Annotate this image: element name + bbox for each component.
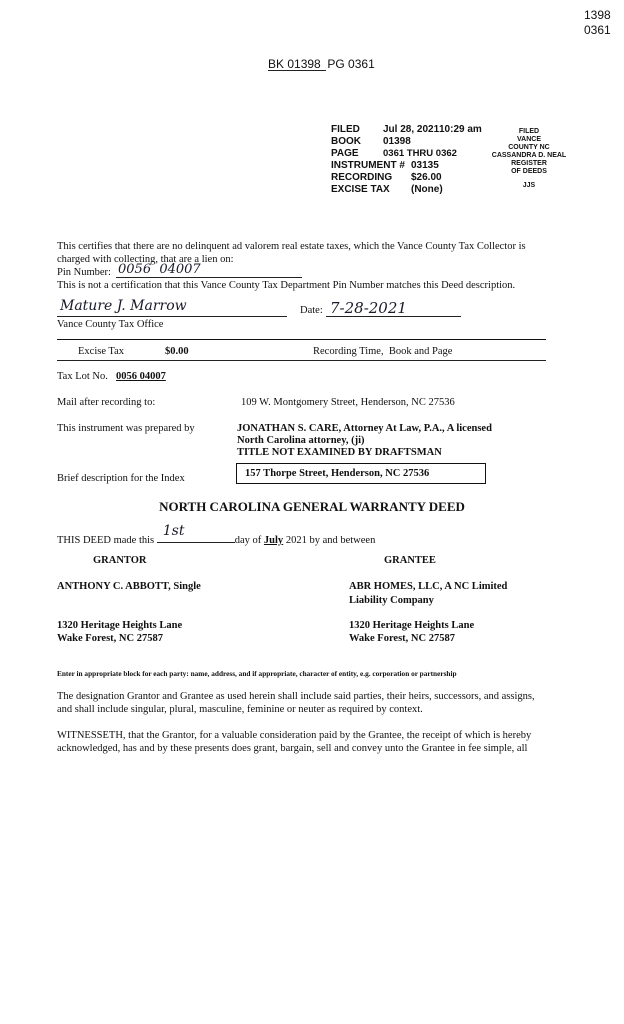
grantor-name: ANTHONY C. ABBOTT, Single (57, 581, 201, 592)
made-mid: day of (234, 535, 262, 546)
excise-tax-label: EXCISE TAX (331, 184, 390, 195)
excise-label: Excise Tax (78, 346, 125, 357)
filed-time: 10:29 am (439, 124, 482, 135)
grantor-address-2: Wake Forest, NC 27587 (57, 633, 163, 644)
date-value-handwritten: 7-28-2021 (330, 299, 407, 317)
mail-address: 109 W. Montgomery Street, Henderson, NC 27536 (241, 397, 455, 408)
filed-label: FILED (331, 124, 360, 135)
not-certification-note: This is not a certification that this Vance County Tax Department Pin Number matches this Deed description. (57, 280, 516, 291)
register-line-1: FILED (518, 128, 540, 135)
page-value: 0361 THRU 0362 (383, 148, 457, 159)
book-value: 01398 (383, 136, 411, 147)
brief-description-value: 157 Thorpe Street, Henderson, NC 27536 (245, 468, 430, 479)
designation-line-2: and shall include singular, plural, masculine, feminine or neuter as required by context. (57, 704, 423, 715)
date-underline (326, 316, 461, 317)
grantee-name-line-2: Liability Company (349, 595, 434, 606)
made-post: 2021 by and between (285, 535, 376, 546)
made-day-handwritten: 1st (162, 523, 185, 539)
filed-date: Jul 28, 2021 (383, 124, 440, 135)
corner-book-page (584, 8, 611, 38)
brief-description-label: Brief description for the Index (57, 473, 185, 484)
grantee-address-1: 1320 Heritage Heights Lane (349, 620, 475, 631)
tax-lot-value: 0056 04007 (116, 371, 166, 382)
grantee-address-2: Wake Forest, NC 27587 (349, 633, 455, 644)
register-line-4: CASSANDRA D. NEAL (491, 152, 567, 159)
signature-line (57, 316, 287, 317)
grantor-heading: GRANTOR (93, 555, 147, 566)
grantee-heading: GRANTEE (384, 555, 436, 566)
clerk-initials: JJS (522, 182, 536, 189)
witnesseth-line-2: acknowledged, has and by these presents does grant, bargain, sell and convey unto the Grantee in fee simple, all (57, 743, 528, 754)
excise-top-rule (57, 339, 546, 340)
deed-title: NORTH CAROLINA GENERAL WARRANTY DEED (159, 499, 465, 514)
grantee-name-line-1: ABR HOMES, LLC, A NC Limited (349, 581, 508, 592)
recording-value: $26.00 (411, 172, 442, 183)
tax-office-signature: Mature J. Marrow (60, 298, 187, 314)
register-line-3: COUNTY NC (508, 144, 550, 151)
tax-cert-line-2: charged with collecting, that are a lien on: (57, 254, 234, 265)
party-instruction: Enter in appropriate block for each party: name, address, and if appropriate, character of entity, e.g. corporation or partnership (57, 669, 457, 678)
instrument-label: INSTRUMENT # (331, 160, 405, 171)
tax-office-label: Vance County Tax Office (57, 319, 164, 330)
pin-label: Pin Number: (57, 267, 111, 278)
witnesseth-line-1: WITNESSETH, that the Grantor, for a valuable consideration paid by the Grantee, the receipt of which is hereby (57, 730, 532, 741)
register-line-6: OF DEEDS (511, 168, 547, 175)
register-line-5: REGISTER (511, 160, 547, 167)
excise-tax-value: (None) (411, 184, 443, 195)
tax-lot-label: Tax Lot No. (57, 371, 108, 382)
grantor-address-1: 1320 Heritage Heights Lane (57, 620, 183, 631)
excise-bottom-rule (57, 360, 546, 361)
recording-label: RECORDING (331, 172, 393, 183)
pin-underline (116, 277, 302, 278)
excise-value: $0.00 (165, 346, 189, 357)
date-label: Date: (300, 305, 323, 316)
mail-label: Mail after recording to: (57, 397, 156, 408)
register-stamp (474, 128, 584, 190)
deed-made-line (57, 523, 376, 547)
pin-value-handwritten: 0056 04007 (118, 262, 201, 277)
instrument-value: 03135 (411, 160, 439, 171)
book-label: BOOK (331, 136, 361, 147)
designation-line-1: The designation Grantor and Grantee as used herein shall include said parties, their heirs, successors, and assigns, (57, 691, 535, 702)
corner-book: 1398 (584, 8, 611, 22)
made-month: July (263, 535, 284, 546)
prepared-by-line-2: North Carolina attorney, (ji) (237, 435, 365, 446)
brief-description-box (236, 463, 486, 484)
header-underline (268, 70, 326, 71)
book-page-header: BK 01398 PG 0361 (268, 57, 375, 71)
page-label: PAGE (331, 148, 359, 159)
tax-cert-line-1: This certifies that there are no delinquent ad valorem real estate taxes, which the Vance County Tax Collector is (57, 241, 526, 252)
recording-time-label: Recording Time, Book and Page (313, 346, 453, 357)
prepared-by-label: This instrument was prepared by (57, 423, 195, 434)
corner-page: 0361 (584, 23, 611, 37)
made-pre: THIS DEED made this (57, 535, 155, 546)
prepared-by-line-3: TITLE NOT EXAMINED BY DRAFTSMAN (237, 447, 442, 458)
register-line-2: VANCE (517, 136, 541, 143)
prepared-by-line-1: JONATHAN S. CARE, Attorney At Law, P.A., A licensed (237, 423, 492, 434)
